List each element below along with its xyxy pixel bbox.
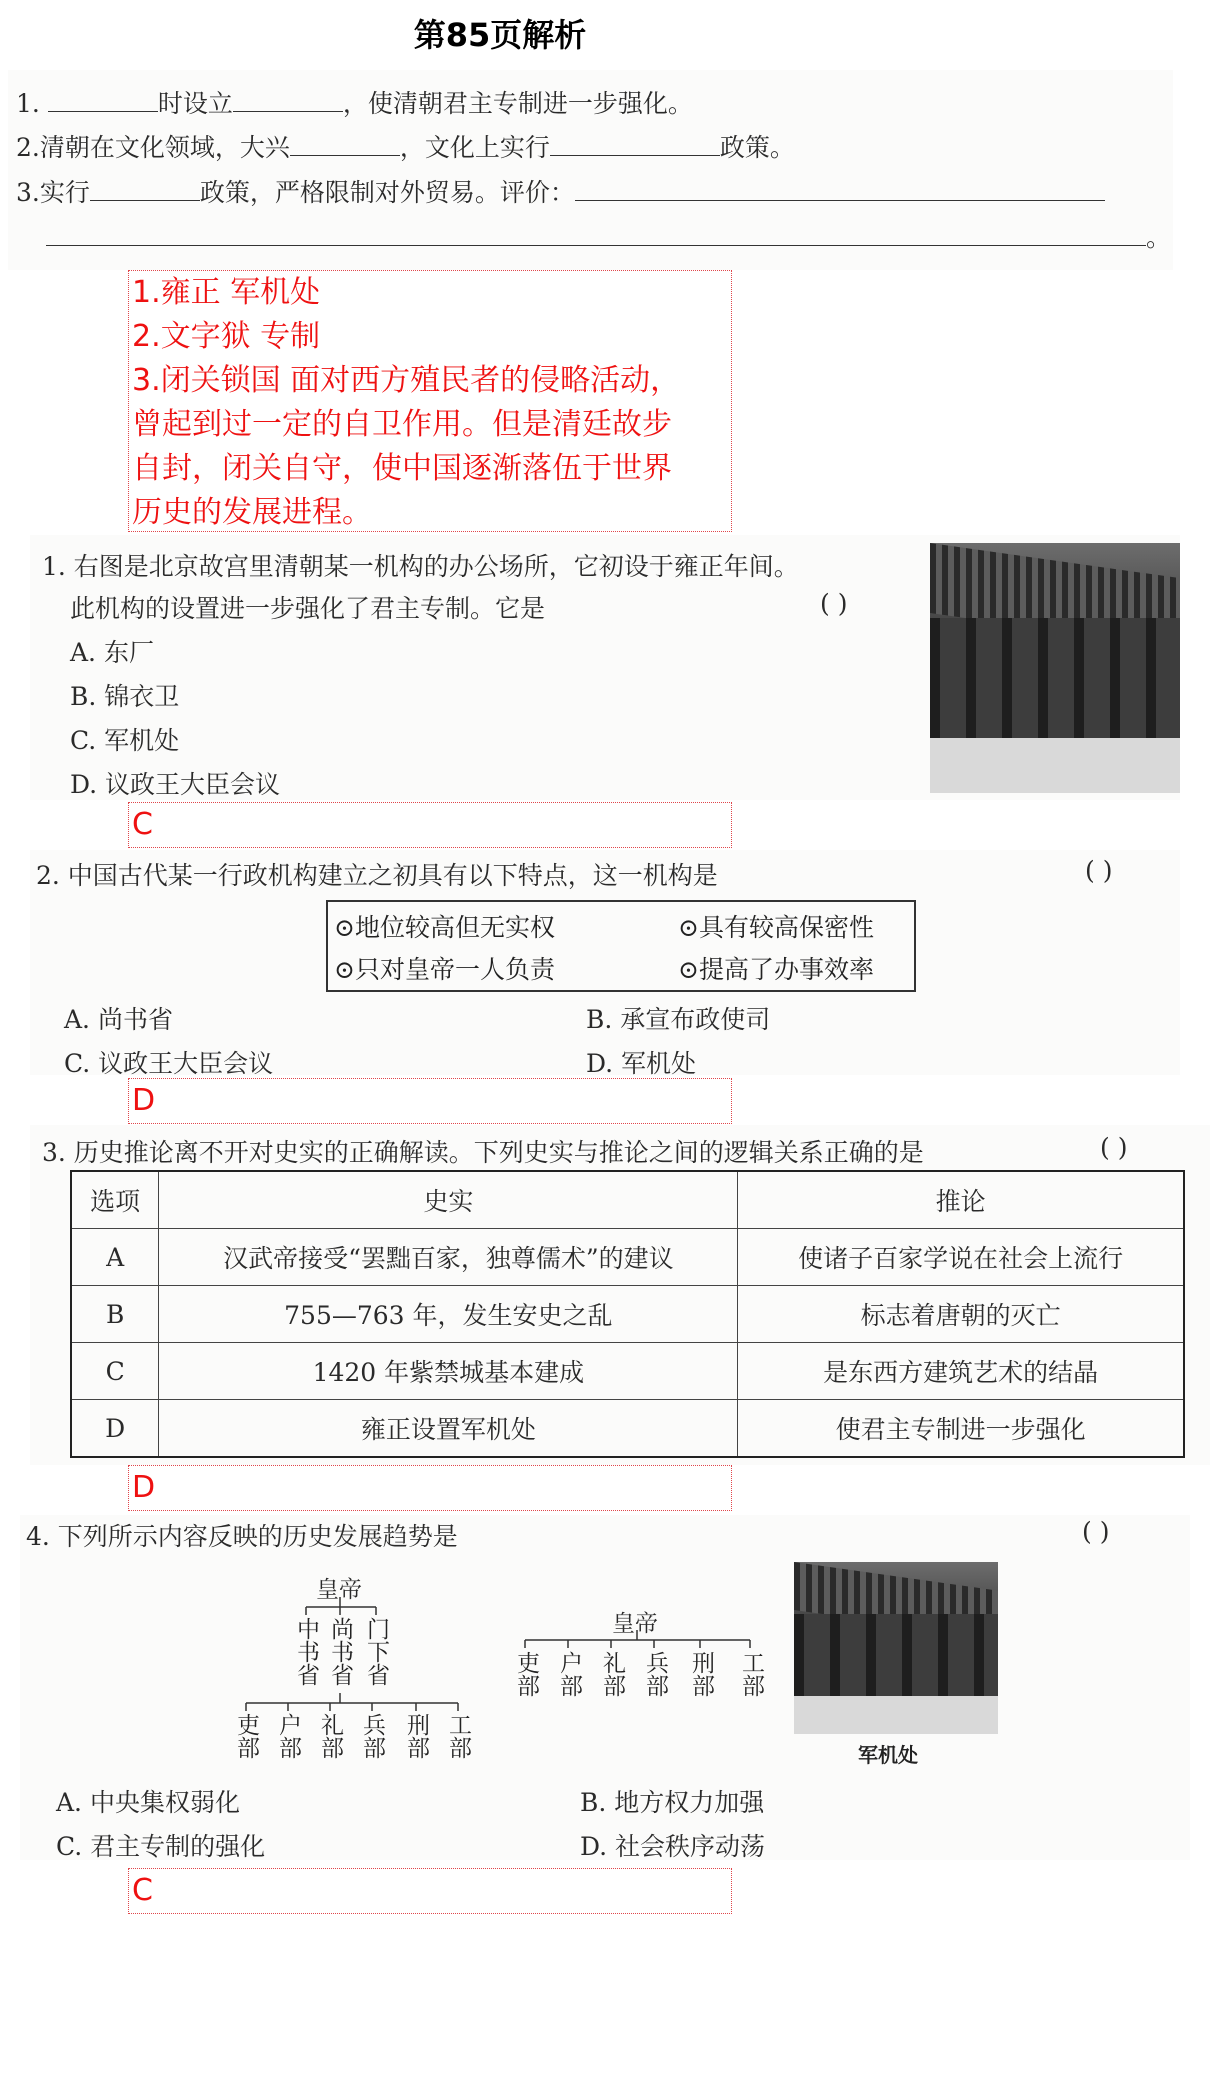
q1-option-a[interactable]: A. 东厂 bbox=[70, 638, 154, 667]
org-chart-1-dept: 尚书省 bbox=[327, 1617, 353, 1686]
fill-in-section bbox=[8, 70, 1173, 270]
page-title: 第85页解析 bbox=[413, 16, 587, 54]
q4-option-b[interactable]: B. 地方权力加强 bbox=[580, 1788, 765, 1817]
table-row: C 1420 年紫禁城基本建成 是东西方建筑艺术的结晶 bbox=[71, 1343, 1184, 1400]
org-chart-2-ministry: 吏部 bbox=[513, 1651, 539, 1697]
answer-box-q3: D bbox=[128, 1465, 732, 1511]
org-chart-1-ministry: 刑部 bbox=[403, 1713, 429, 1759]
org-chart-2-ministry: 工部 bbox=[738, 1651, 764, 1697]
table-header: 推论 bbox=[738, 1171, 1184, 1229]
q1-stem-line1: 1. 右图是北京故宫里清朝某一机构的办公场所，它初设于雍正年间。 bbox=[42, 552, 799, 581]
blank bbox=[46, 223, 1146, 246]
q2-option-d[interactable]: D. 军机处 bbox=[586, 1049, 697, 1078]
q1-option-c[interactable]: C. 军机处 bbox=[70, 726, 180, 755]
q1-stem-line2: 此机构的设置进一步强化了君主专制。它是 bbox=[70, 594, 546, 623]
q3-stem: 3. 历史推论离不开对史实的正确解读。下列史实与推论之间的逻辑关系正确的是 bbox=[42, 1138, 924, 1167]
org-chart-2-ministry: 礼部 bbox=[599, 1651, 625, 1697]
table-row: A 汉武帝接受“罢黜百家，独尊儒术”的建议 使诸子百家学说在社会上流行 bbox=[71, 1229, 1184, 1286]
org-chart-2-ministry: 兵部 bbox=[642, 1651, 668, 1697]
blank bbox=[233, 89, 343, 112]
org-chart-1-dept: 门下省 bbox=[363, 1617, 389, 1686]
q2-answer-paren: ( ) bbox=[1085, 856, 1113, 885]
org-chart-2-ministry: 刑部 bbox=[688, 1651, 714, 1697]
q2-stem: 2. 中国古代某一行政机构建立之初具有以下特点，这一机构是 bbox=[36, 861, 718, 890]
table-row: B 755—763 年，发生安史之乱 标志着唐朝的灭亡 bbox=[71, 1286, 1184, 1343]
q2-feature: ⊙地位较高但无实权 bbox=[334, 913, 555, 942]
org-chart-1-ministry: 吏部 bbox=[233, 1713, 259, 1759]
junjichu-photo-small bbox=[794, 1562, 998, 1734]
table-header-row bbox=[71, 1171, 1184, 1229]
question-4 bbox=[20, 1515, 1190, 1860]
answer-box-q1: C bbox=[128, 802, 732, 848]
q3-answer-paren: ( ) bbox=[1100, 1133, 1128, 1162]
fill-in-q3: 3.实行 政策，严格限制对外贸易。评价： bbox=[16, 173, 1105, 209]
q4-option-a[interactable]: A. 中央集权弱化 bbox=[56, 1788, 240, 1817]
answer-box-q2: D bbox=[128, 1078, 732, 1124]
answer-box-q4: C bbox=[128, 1868, 732, 1914]
org-chart-1-ministry: 礼部 bbox=[317, 1713, 343, 1759]
blank bbox=[48, 89, 158, 112]
org-chart-1-dept: 中书省 bbox=[293, 1617, 319, 1686]
junjichu-photo bbox=[930, 543, 1180, 793]
org-chart-2-emperor: 皇帝 bbox=[612, 1611, 658, 1637]
q2-features-box bbox=[326, 900, 916, 992]
blank bbox=[90, 178, 200, 201]
q2-option-a[interactable]: A. 尚书省 bbox=[64, 1005, 173, 1034]
q2-feature: ⊙提高了办事效率 bbox=[678, 955, 874, 984]
question-2 bbox=[30, 850, 1180, 1078]
q3-table bbox=[70, 1170, 1185, 1458]
q2-option-b[interactable]: B. 承宣布政使司 bbox=[586, 1005, 771, 1034]
fill-in-q1: 1. 时设立 ，使清朝君主专制进一步强化。 bbox=[16, 89, 693, 118]
table-row: D 雍正设置军机处 使君主专制进一步强化 bbox=[71, 1400, 1184, 1458]
q1-option-d[interactable]: D. 议政王大臣会议 bbox=[70, 770, 281, 799]
table-header: 史实 bbox=[159, 1171, 738, 1229]
photo-caption: 军机处 bbox=[858, 1743, 918, 1767]
blank bbox=[290, 133, 400, 156]
q2-feature: ⊙具有较高保密性 bbox=[678, 913, 874, 942]
blank bbox=[575, 178, 1105, 201]
q1-answer-paren: ( ) bbox=[820, 589, 848, 618]
table-header: 选项 bbox=[71, 1171, 159, 1229]
fill-in-q3-cont: 。 bbox=[46, 218, 1171, 254]
org-chart-2-ministry: 户部 bbox=[556, 1651, 582, 1697]
answer-box-fill-in: 1.雍正 军机处 2.文字狱 专制 3.闭关锁国 面对西方殖民者的侵略活动， 曾起到过一定的自卫作用。但是清廷故步 自封，闭关自守，使中国逐渐落伍于世界 历史的发展进程。 bbox=[128, 270, 732, 532]
org-chart-1-emperor: 皇帝 bbox=[316, 1577, 362, 1603]
q4-answer-paren: ( ) bbox=[1082, 1517, 1110, 1546]
q4-stem: 4. 下列所示内容反映的历史发展趋势是 bbox=[26, 1522, 458, 1551]
q1-option-b[interactable]: B. 锦衣卫 bbox=[70, 682, 180, 711]
blank bbox=[550, 133, 720, 156]
q2-option-c[interactable]: C. 议政王大臣会议 bbox=[64, 1049, 274, 1078]
org-chart-1-ministry: 兵部 bbox=[359, 1713, 385, 1759]
q4-option-c[interactable]: C. 君主专制的强化 bbox=[56, 1832, 266, 1861]
org-chart-1-ministry: 户部 bbox=[275, 1713, 301, 1759]
q4-option-d[interactable]: D. 社会秩序动荡 bbox=[580, 1832, 766, 1861]
q2-feature: ⊙只对皇帝一人负责 bbox=[334, 955, 555, 984]
org-chart-1-ministry: 工部 bbox=[445, 1713, 471, 1759]
fill-in-q2: 2.清朝在文化领域，大兴 ，文化上实行 政策。 bbox=[16, 133, 795, 162]
